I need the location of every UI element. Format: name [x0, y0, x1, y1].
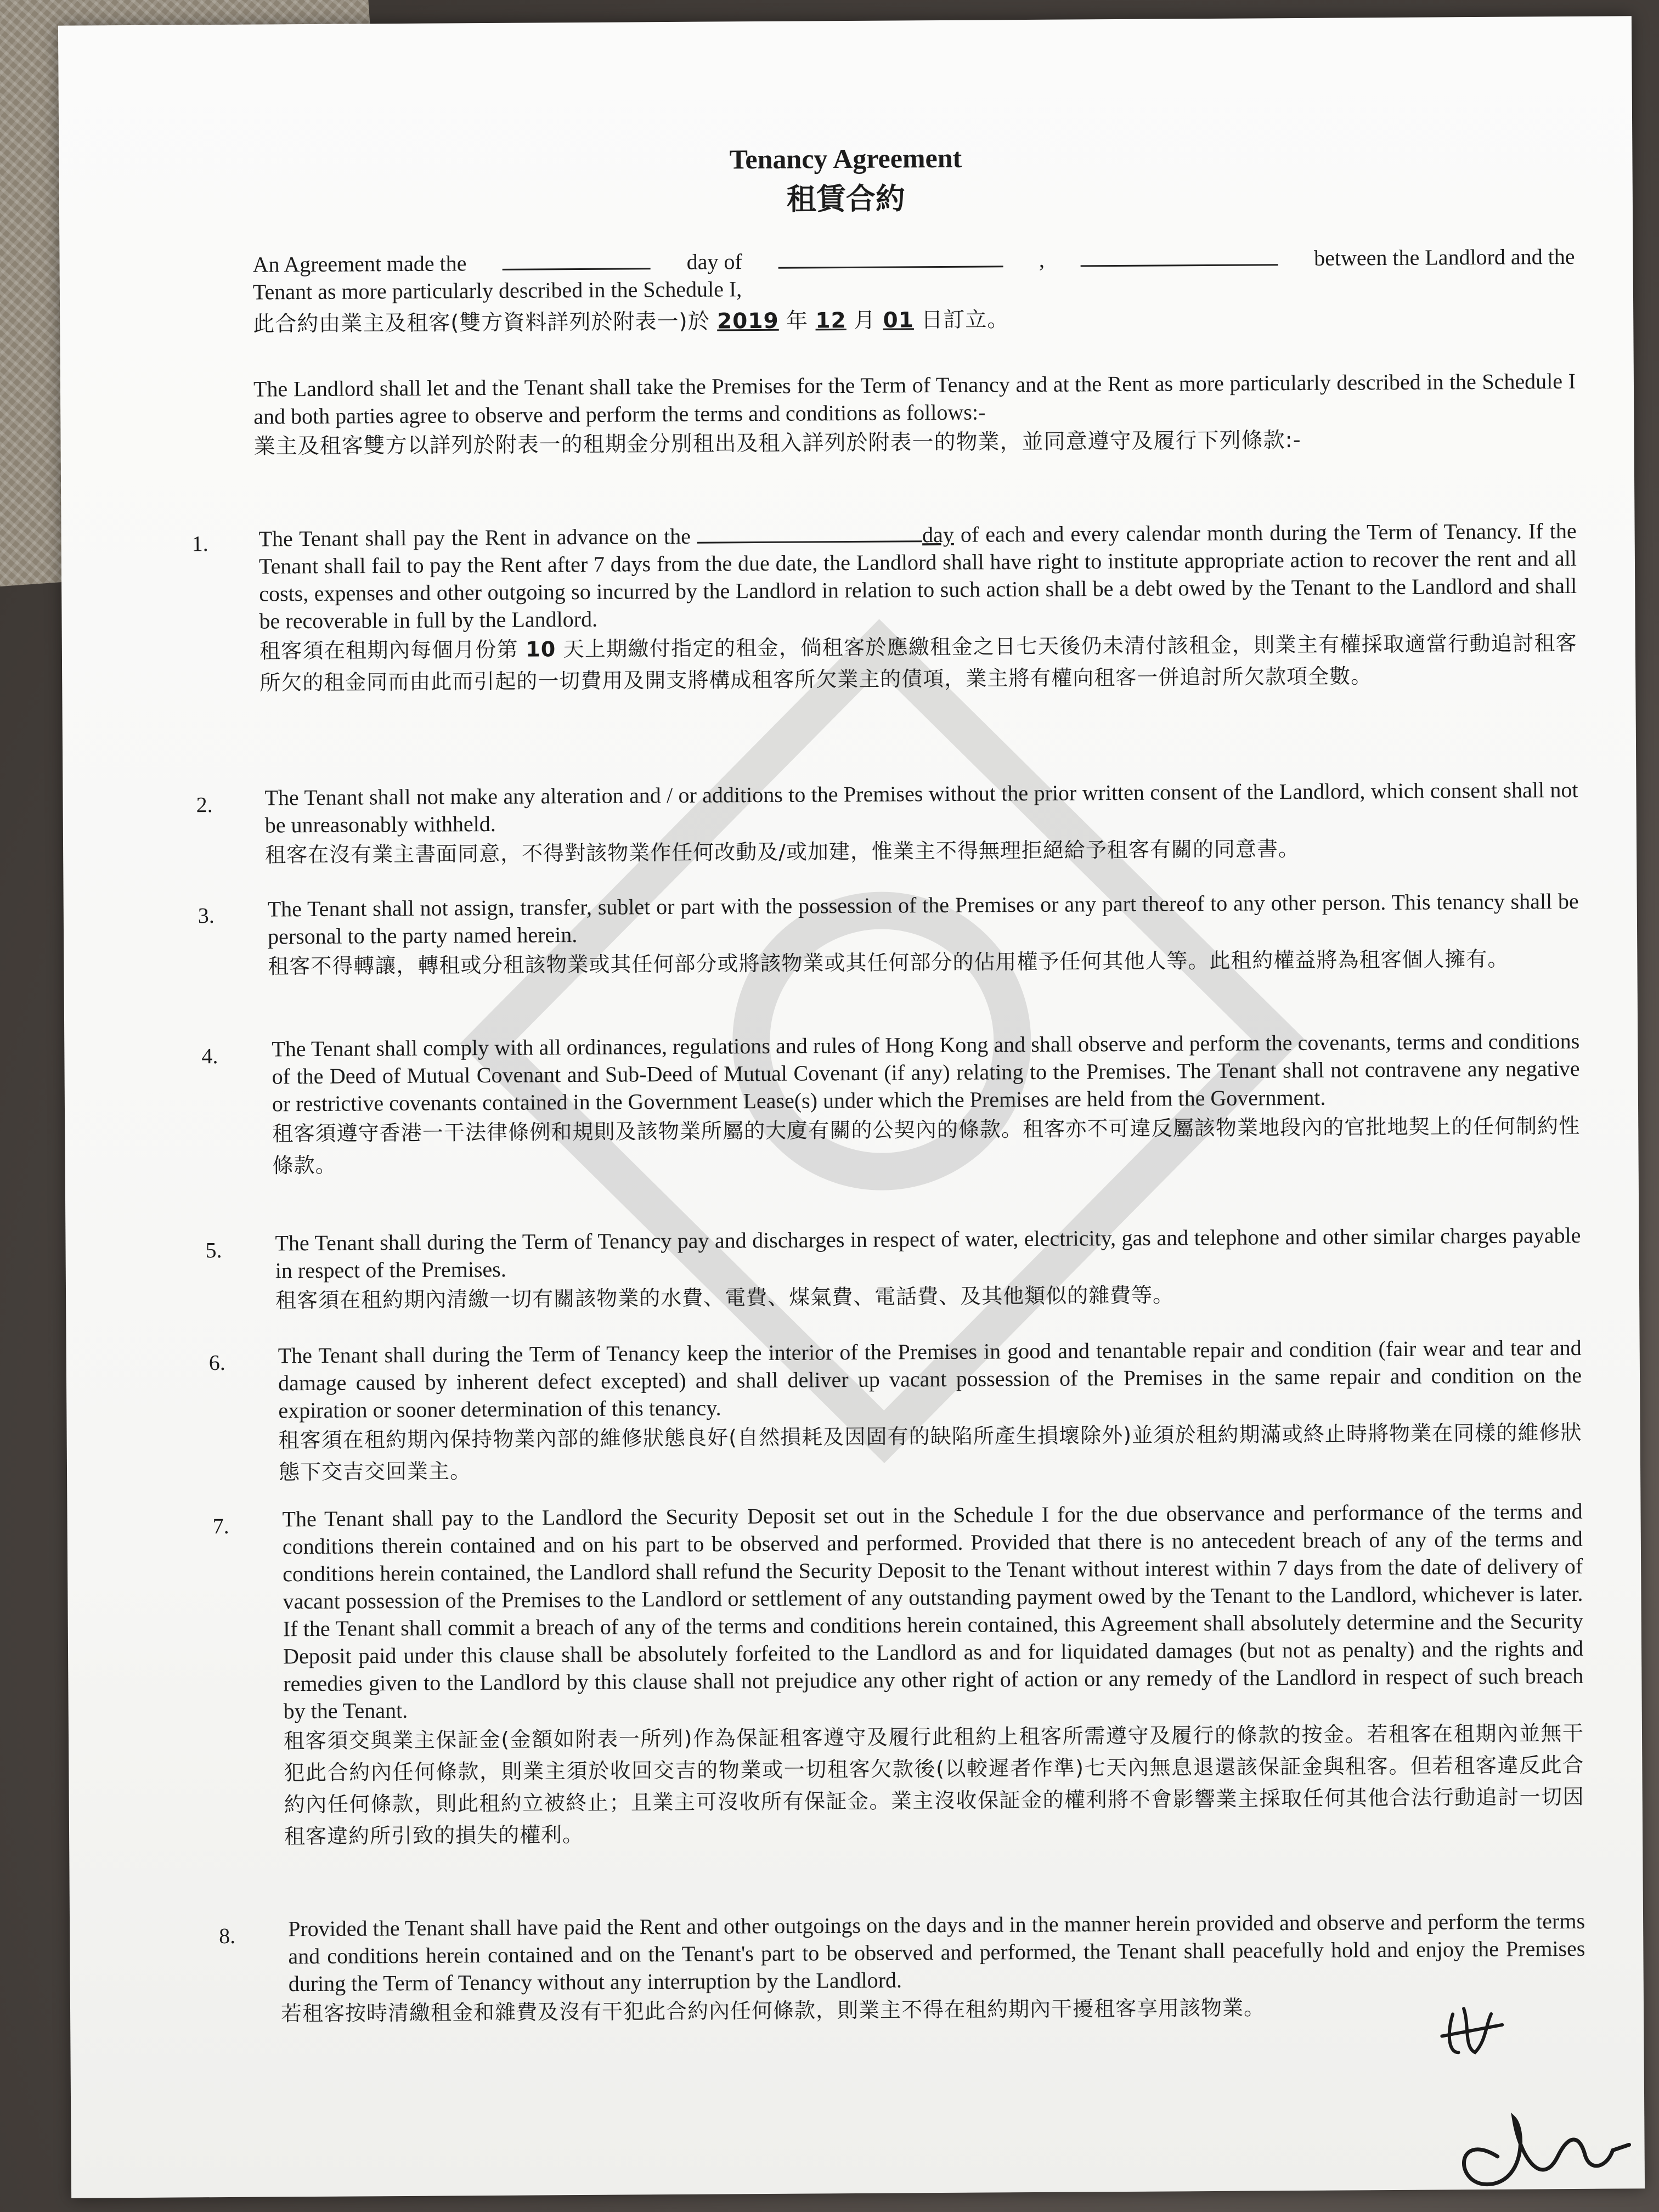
clause-4 [272, 1028, 1581, 1182]
clause-1-zh [259, 627, 1578, 699]
clause-3-en: The Tenant shall not assign, transfer, sublet or part with the possession of the Premises or any part thereof to any other person. This tenancy shall be personal to the party named herein. [267, 888, 1579, 949]
clause-2 [264, 776, 1578, 871]
agreement-year-blank[interactable] [1080, 243, 1278, 267]
agreement-month-blank[interactable] [778, 245, 1003, 269]
clause-3 [268, 888, 1579, 983]
clause-4-en: The Tenant shall comply with all ordinances, regulations and rules of Hong Kong and shall observe and perform the covenants, terms and conditions of the Deed of Mutual Covenant and Sub-Deed of Mutual Covenant (if any) relating to the Premises. The Tenant shall not contravene any negative or restrictive covenants contained in the Government Lease(s) under which the Premises are held from the Government. [272, 1028, 1580, 1116]
agreement-day-blank[interactable] [503, 247, 651, 270]
intro-zh [253, 300, 1575, 341]
clause-7 [282, 1498, 1584, 1852]
clause-1 [258, 516, 1577, 699]
clause-6-en: The Tenant shall during the Term of Tenancy keep the interior of the Premises in good and tenantable repair and condition (fair wear and tear and damage caused by inherent defect excepted) and shall deliver up vacant possession of the Premises in the same repair and condition on the expiration or sooner determination of this tenancy. [278, 1335, 1582, 1423]
intro-line-2: Tenant as more particularly described in the Schedule I, [252, 276, 742, 304]
document-title-zh: 租賃合約 [786, 181, 906, 217]
clause-5 [275, 1222, 1581, 1317]
intro-zh-text: 此合約由業主及租客(雙方資料詳列於附表一)於 [253, 309, 710, 337]
clause-8-en: Provided the Tenant shall have paid the Rent and other outgoings on the days and in the manner herein provided and observe and perform the terms and conditions herein contained and on the Tenant's part to be observed and performed, the Tenant shall peacefully hold and enjoy the Premises during the Term of Tenancy without any interruption by the Landlord. [287, 1908, 1585, 1996]
clause-3-zh: 租客不得轉讓，轉租或分租該物業或其任何部分或將該物業或其任何部分的佔用權予任何其他人等。此租約權益將為租客個人擁有。 [268, 946, 1509, 979]
clause-8 [280, 1908, 1585, 2029]
intro-text-c: , [1039, 247, 1045, 272]
clause-number: 3. [198, 903, 215, 928]
clause-1-day-label: day [922, 522, 954, 548]
date-day: 01 [883, 308, 914, 333]
month-char: 月 [854, 308, 876, 333]
rent-due-day-value: 10 [526, 637, 556, 662]
clause-7-en: The Tenant shall pay to the Landlord the Security Deposit set out in the Schedule I for the due observance and performance of the terms and conditions therein contained and on his part to be observed and performed. Provided that there is no antecedent breach of any of the terms and conditions herein contained, the Landlord shall refund the Security Deposit to the Tenant without interest within 7 days from the date of delivery of vacant possession of the Premises to the Landlord or settlement of any outstanding payment owed by the Tenant to the Landlord, whichever is later. If the Tenant shall commit a breach of any of the terms and conditions herein contained, this Agreement shall absolutely determine and the Security Deposit paid under this clause shall be absolutely forfeited to the Landlord as and for liquidated damages (but not as penalty) and the rights and remedies given to the Landlord by this clause shall not prejudice any other right of action or any remedy of the Landlord in respect of such breach by the Tenant. [282, 1498, 1584, 1724]
intro-text-a: An Agreement made the [252, 251, 467, 277]
clause-6 [278, 1334, 1583, 1488]
clause-6-zh: 租客須在租約期內保持物業內部的維修狀態良好(自然損耗及因固有的缺陷所產生損壞除外)並須於租約期滿或終止時將物業在同樣的維修狀態下交吉交回業主。 [278, 1420, 1582, 1485]
document-page [58, 16, 1645, 2198]
clause-5-en: The Tenant shall during the Term of Tenancy pay and discharges in respect of water, electricity, gas and telephone and other similar charges payable in respect of the Premises. [275, 1222, 1581, 1283]
clause-2-zh: 租客在沒有業主書面同意，不得對該物業作任何改動及/或加建，惟業主不得無理拒絕給予租客有關的同意書。 [265, 837, 1300, 867]
clause-number: 1. [191, 531, 208, 556]
clause-8-zh: 若租客按時清繳租金和雜費及沒有干犯此合約內任何條款，則業主不得在租約期內干擾租客享用該物業。 [280, 1995, 1266, 2026]
day-char: 日訂立。 [921, 307, 1009, 333]
clause-2-en: The Tenant shall not make any alteration and / or additions to the Premises without the prior written consent of the Landlord, which consent shall not be unreasonably withheld. [264, 777, 1578, 838]
document-title: Tenancy Agreement [729, 142, 962, 175]
clause-5-zh: 租客須在租約期內清繳一切有關該物業的水費、電費、煤氣費、電話費、及其他類似的雜費等。 [275, 1283, 1175, 1313]
clause-1-zh-b: 天上期繳付指定的租金，倘租客於應繳租金之日七天後仍未清付該租金，則業主有權採取適當行動追討租客所欠的租金同而由此而引起的一切費用及開支將構成租客所欠業主的債項，業主將有權向租客一併追討所欠款項全數。 [259, 630, 1577, 695]
clause-number: 6. [208, 1350, 225, 1375]
clause-1-en [258, 516, 1577, 635]
clause-4-zh: 租客須遵守香港一干法律條例和規則及該物業所屬的大廈有關的公契內的條款。租客亦不可違反屬該物業地段內的官批地契上的任何制約性條款。 [272, 1113, 1581, 1178]
intro-paragraph [252, 241, 1575, 341]
clause-1-en-b: of each and every calendar month during the Term of Tenancy. If the Tenant shall fail to pay the Rent after 7 days from the due date, the Landlord shall have right to institute appropriate action to recover the rent and all costs, expenses and other outgoing so incurred by the Landlord in relation to such action shall be a debt owed by the Tenant to the Landlord and shall be recoverable in full by the Landlord. [258, 518, 1577, 634]
clause-1-en-a: The Tenant shall pay the Rent in advance on the [258, 523, 691, 551]
preamble-en: The Landlord shall let and the Tenant shall take the Premises for the Term of Tenancy and at the Rent as more particularly described in the Schedule I and both parties agree to observe and perform the terms and conditions as follows:- [253, 368, 1576, 429]
year-char: 年 [786, 308, 809, 334]
clause-number: 7. [212, 1513, 229, 1539]
clause-number: 8. [219, 1923, 236, 1949]
intro-text-b: day of [686, 249, 742, 274]
rent-due-day-blank[interactable] [697, 520, 922, 544]
handwritten-signature [1431, 1991, 1659, 2201]
preamble-zh: 業主及租客雙方以詳列於附表一的租期金分別租出及租入詳列於附表一的物業，並同意遵守及履行下列條款:- [253, 427, 1301, 459]
clause-1-zh-a: 租客須在租期內每個月份第 [259, 637, 519, 663]
date-year: 2019 [716, 308, 779, 334]
clause-number: 4. [201, 1043, 218, 1069]
preamble-paragraph [253, 368, 1576, 463]
intro-text-d: between the Landlord and the [1314, 244, 1575, 270]
date-month: 12 [815, 308, 847, 334]
clause-7-zh: 租客須交與業主保証金(金額如附表一所列)作為保証租客遵守及履行此租約上租客所需遵守及履行的條款的按金。若租客在租期內並無干犯此合約內任何條款，則業主須於收回交吉的物業或一切租客欠款後(以較遲者作準)七天內無息退還該保証金與租客。但若租客違反此合約內任何條款，則此租約立被終止；且業主可沒收所有保証金。業主沒收保証金的權利將不會影響業主採取任何其他合法行動追討一切因租客違約所引致的損失的權利。 [283, 1720, 1584, 1849]
clause-number: 2. [196, 792, 213, 817]
clause-number: 5. [205, 1238, 222, 1263]
